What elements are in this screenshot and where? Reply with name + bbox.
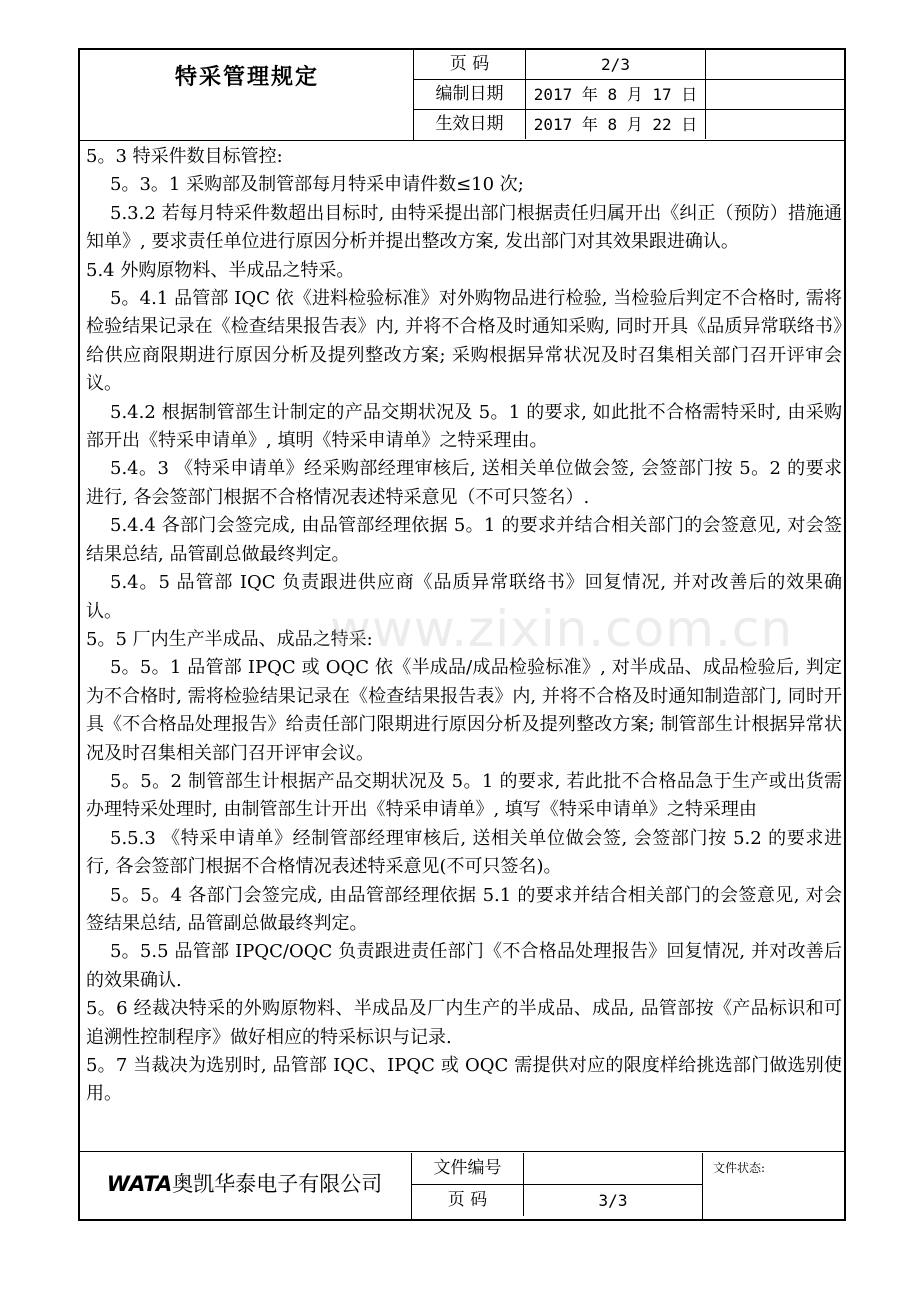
header-value: 2017 年 8 月 22 日 [526, 110, 706, 139]
footer-row-doc-number [412, 1153, 702, 1185]
page-title: 特采管理规定 [174, 64, 319, 90]
header-label: 生效日期 [414, 110, 526, 139]
paragraph: 5.4。3 《特采申请单》经采购部经理审核后, 送相关单位做会签, 会签部门按 5。2 的要求进行, 各会签部门根据不合格情况表述特采意见（不可只签名）. [86, 458, 842, 508]
paragraph: 5。5。2 制管部生计根据产品交期状况及 5。1 的要求, 若此批不合格品急于生产或出货需办理特采处理时, 由制管部生计开出《特采申请单》, 填写《特采申请单》之特采理由 [86, 770, 842, 821]
paragraph: 5。4.1 品管部 IQC 依《进料检验标准》对外购物品进行检验, 当检验后判定不合格时, 需将检验结果记录在《检查结果报告表》内, 并将不合格及时通知采购, 同时开具《品质异常联络书》给供应商限期进行原因分析及提列整改方案; 采购根据异常状况及时召集相关部门召开评审会议。 [86, 288, 842, 395]
footer-divider [78, 1151, 846, 1152]
header-table [80, 50, 844, 140]
header-divider [80, 140, 844, 141]
section-heading: 5.4 外购原物料、半成品之特采。 [86, 259, 355, 281]
paragraph: 5.5.3 《特采申请单》经制管部经理审核后, 送相关单位做会签, 会签部门按 5.2 的要求进行, 各会签部门根据不合格情况表述特采意见(不可只签名)。 [86, 827, 842, 878]
paragraph: 5。5。4 各部门会签完成, 由品管部经理依据 5.1 的要求并结合相关部门的会签意见, 对会签结果总结, 品管副总做最终判定。 [86, 884, 842, 934]
paragraph: 5.3.2 若每月特采件数超出目标时, 由特采提出部门根据责任归属开出《纠正（预防）措施通知单》, 要求责任单位进行原因分析并提出整改方案, 发出部门对其效果跟进确认。 [86, 202, 842, 253]
paragraph: 5。5。1 品管部 IPQC 或 OQC 依《半成品/成品检验标准》, 对半成品、成品检验后, 判定为不合格时, 需将检验结果记录在《检查结果报告表》内, 并将不合格及时通知制造部门, 同时开具《不合格品处理报告》给责任部门限期进行原因分析及提列整改方案; 制管部生计根据异常状况及时召集相关部门召开评审会议。 [86, 657, 842, 764]
paragraph: 5.4。5 品管部 IQC 负责跟进供应商《品质异常联络书》回复情况, 并对改善后的效果确认。 [86, 572, 842, 622]
doc-status-label: 文件状态: [713, 1161, 766, 1175]
section-heading: 5。6 经裁决特采的外购原物料、半成品及厂内生产的半成品、成品, 品管部按《产品标识和可追溯性控制程序》做好相应的特采标识与记录. [86, 998, 842, 1048]
footer-table [78, 1151, 846, 1221]
footer-label: 页 码 [412, 1185, 524, 1216]
header-value: 2017 年 8 月 17 日 [526, 80, 706, 109]
footer-value: 3/3 [598, 1191, 628, 1210]
section-heading: 5。5 厂内生产半成品、成品之特采: [86, 628, 373, 650]
section-heading: 5。7 当裁决为选别时, 品管部 IQC、IPQC 或 OQC 需提供对应的限度样给挑选部门做选别使用。 [86, 1055, 842, 1105]
paragraph: 5。3。1 采购部及制管部每月特采申请件数≤10 次; [110, 174, 524, 196]
paragraph: 5。5.5 品管部 IPQC/OQC 负责跟进责任部门《不合格品处理报告》回复情况, 并对改善后的效果确认. [86, 941, 842, 991]
footer-value [524, 1153, 702, 1184]
footer-label: 文件编号 [412, 1153, 524, 1184]
footer-row-page [412, 1185, 702, 1217]
header-row-effective-date [414, 110, 844, 140]
company-brand: WATA [106, 1172, 173, 1196]
doc-status-cell [702, 1153, 844, 1219]
header-label: 编制日期 [414, 80, 526, 109]
company-name-cell [78, 1153, 412, 1219]
title-cell [80, 50, 414, 140]
paragraph: 5.4.2 根据制管部生计制定的产品交期状况及 5。1 的要求, 如此批不合格需特采时, 由采购部开出《特采申请单》, 填明《特采申请单》之特采理由。 [86, 401, 842, 452]
paragraph: 5.4.4 各部门会签完成, 由品管部经理依据 5。1 的要求并结合相关部门的会签意见, 对会签结果总结, 品管副总做最终判定。 [86, 515, 842, 565]
company-name: 奥凯华泰电子有限公司 [172, 1172, 383, 1196]
watermark: www.zixin.com.cn [330, 600, 794, 658]
header-label: 页 码 [414, 50, 526, 79]
header-row-compiled-date [414, 80, 844, 110]
header-row-page [414, 50, 844, 80]
section-heading: 5。3 特采件数目标管控: [86, 146, 283, 167]
header-value: 2/3 [526, 50, 706, 79]
